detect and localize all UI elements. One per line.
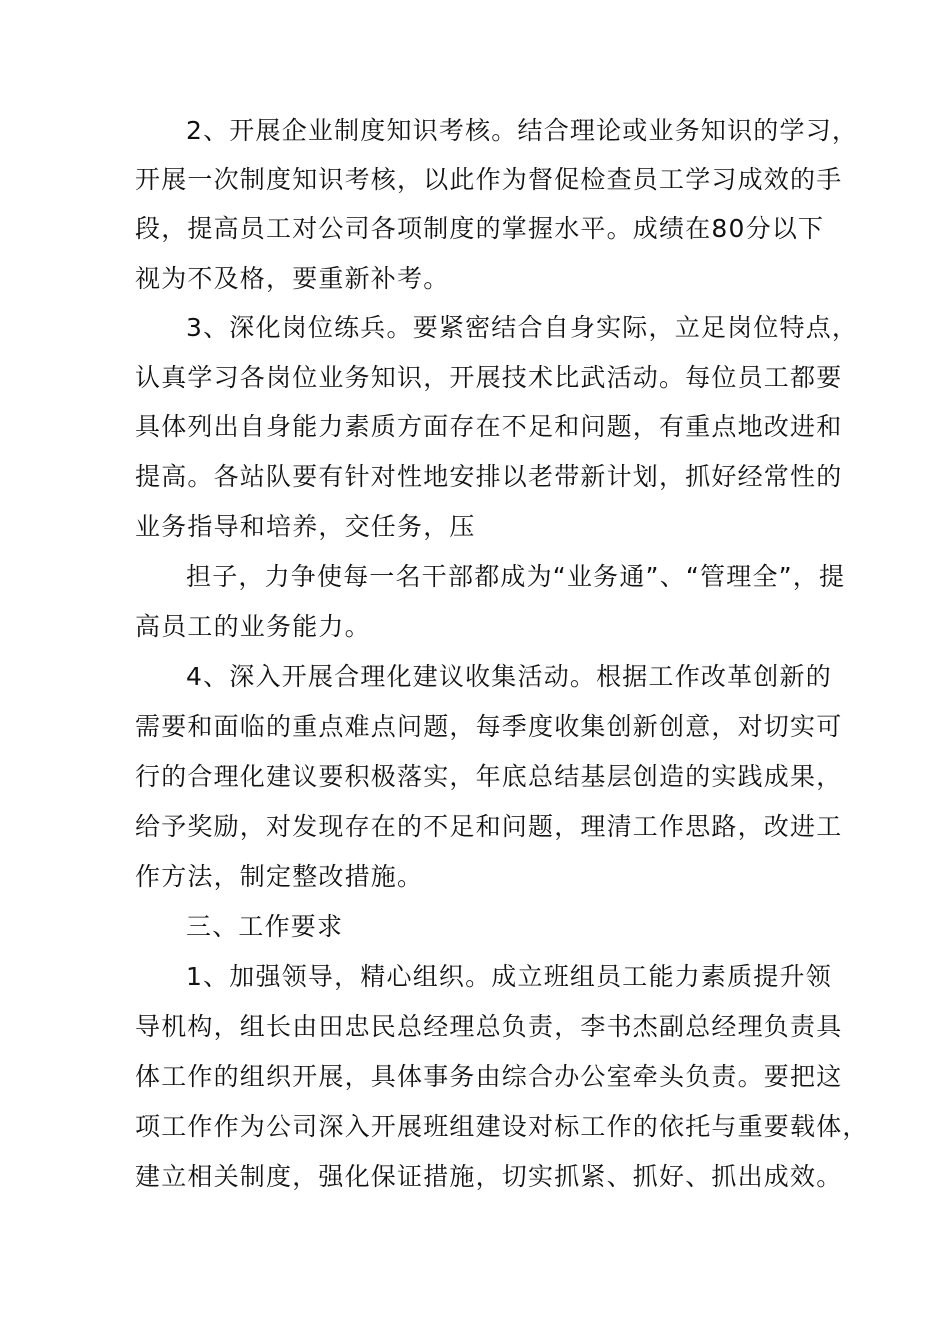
text-line: 开展一次制度知识考核，以此作为督促检查员工学习成效的手 <box>135 165 843 194</box>
text-line: 业务指导和培养，交任务，压 <box>135 512 476 541</box>
text-line: 具体列出自身能力素质方面存在不足和问题，有重点地改进和 <box>135 412 843 441</box>
text-line: 视为不及格，要重新补考。 <box>135 264 450 293</box>
text-line: 2、开展企业制度知识考核。结合理论或业务知识的学习， <box>186 116 859 145</box>
text-line: 行的合理化建议要积极落实，年底总结基层创造的实践成果， <box>135 762 843 791</box>
text-line: 作方法，制定整改措施。 <box>135 862 424 891</box>
section-heading: 三、工作要求 <box>186 912 344 941</box>
text-line: 高员工的业务能力。 <box>135 612 371 641</box>
text-line: 项工作作为公司深入开展班组建设对标工作的依托与重要载体， <box>135 1112 869 1141</box>
text-line: 段，提高员工对公司各项制度的掌握水平。成绩在80分以下 <box>135 214 825 243</box>
text-line: 1、加强领导，精心组织。成立班组员工能力素质提升领 <box>186 962 832 991</box>
text-line: 担子，力争使每一名干部都成为“业务通”、“管理全”，提 <box>186 562 846 591</box>
text-line: 4、深入开展合理化建议收集活动。根据工作改革创新的 <box>186 662 832 691</box>
text-line: 建立相关制度，强化保证措施，切实抓紧、抓好、抓出成效。 <box>135 1162 843 1191</box>
text-line: 导机构，组长由田忠民总经理总负责，李书杰副总经理负责具 <box>135 1012 843 1041</box>
text-line: 认真学习各岗位业务知识，开展技术比武活动。每位员工都要 <box>135 363 843 392</box>
text-line: 提高。各站队要有针对性地安排以老带新计划，抓好经常性的 <box>135 462 843 491</box>
text-line: 体工作的组织开展，具体事务由综合办公室牵头负责。要把这 <box>135 1062 843 1091</box>
text-line: 给予奖励，对发现存在的不足和问题，理清工作思路，改进工 <box>135 812 843 841</box>
text-line: 3、深化岗位练兵。要紧密结合自身实际，立足岗位特点， <box>186 313 859 342</box>
text-line: 需要和面临的重点难点问题，每季度收集创新创意，对切实可 <box>135 712 843 741</box>
